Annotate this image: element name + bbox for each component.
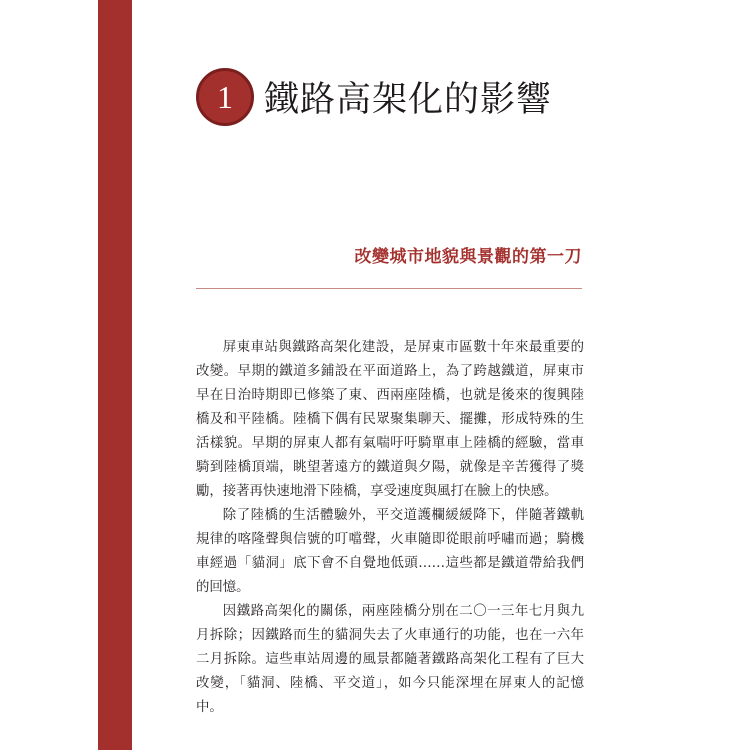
- section-subtitle: 改變城市地貌與景觀的第一刀: [354, 247, 582, 267]
- paragraph: 除了陸橋的生活體驗外，平交道護欄緩緩降下，伴隨著鐵軌規律的喀隆聲與信號的叮噹聲，火車隨即從眼前呼嘯而過；騎機車經過「貓洞」底下會不自覺地低頭……這些都是鐵道帶給我們的回憶。: [196, 508, 584, 595]
- side-color-band: [98, 0, 132, 750]
- chapter-title: 鐵路高架化的影響: [264, 80, 553, 120]
- chapter-header: [196, 66, 552, 128]
- chapter-number-badge: [196, 68, 254, 126]
- chapter-number: 1: [217, 79, 233, 115]
- section-divider: [196, 288, 582, 289]
- paragraph: 因鐵路高架化的關係，兩座陸橋分別在二〇一三年七月與九月拆除；因鐵路而生的貓洞失去了火車通行的功能，也在一六年二月拆除。這些車站周邊的風景都隨著鐵路高架化工程有了巨大改變，「貓洞、陸橋、平交道」，如今只能深埋在屏東人的記憶中。: [196, 604, 584, 715]
- body-text: [196, 336, 584, 720]
- paragraph: 屏東車站與鐵路高架化建設，是屏東市區數十年來最重要的改變。早期的鐵道多鋪設在平面道路上，為了跨越鐵道，屏東市早在日治時期即已修築了東、西兩座陸橋，也就是後來的復興陸橋及和平陸橋。陸橋下偶有民眾聚集聊天、擺攤，形成特殊的生活樣貌。早期的屏東人都有氣喘吁吁騎單車上陸橋的經驗，當車騎到陸橋頂端，眺望著遠方的鐵道與夕陽，就像是辛苦獲得了獎勵，接著再快速地滑下陸橋，享受速度與風打在臉上的快感。: [196, 340, 584, 499]
